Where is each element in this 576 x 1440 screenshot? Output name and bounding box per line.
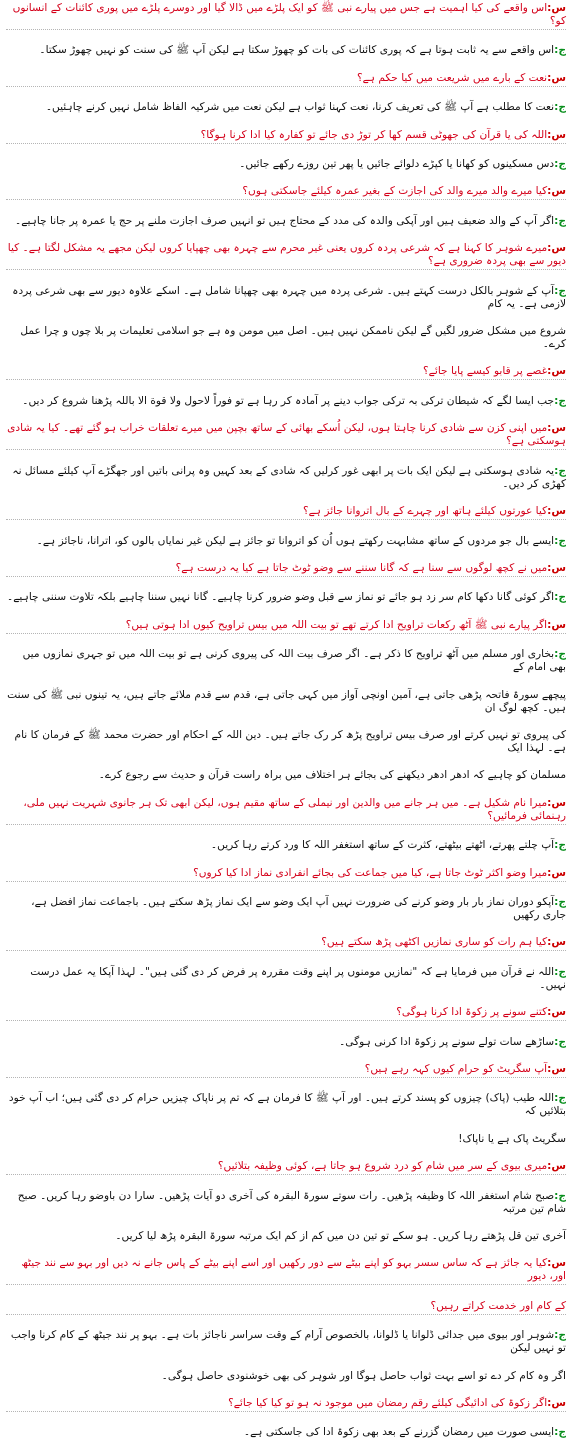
question-label: س: xyxy=(547,618,566,631)
answer-label: ج: xyxy=(554,1426,566,1439)
answer-line xyxy=(6,1230,566,1243)
answer-line xyxy=(6,1092,566,1118)
answer-label: ج: xyxy=(554,1035,566,1048)
answer-label: ج: xyxy=(554,648,566,661)
answer-line xyxy=(6,729,566,755)
answer-line xyxy=(6,966,566,992)
question-label: س: xyxy=(547,1006,566,1019)
answer-label: ج: xyxy=(554,534,566,547)
answer-line xyxy=(6,1329,566,1355)
question-label: س: xyxy=(547,422,566,435)
answer-text: ایسے بال جو مردوں کے ساتھ مشابہت رکھتے ہوں اُن کو اتروانا تو جائز ہے لیکن غیر نمایاں بالوں کو، اترانا، ناجائز ہے۔ xyxy=(36,534,555,547)
answer-line xyxy=(6,44,566,57)
answer-text: آپکو دوران نماز بار بار وضو کرنے کی ضرورت نہیں آپ ایک وضو سے ایک نماز پڑھ سکتے ہیں۔ باجماعت نماز افضل ہے، جاری رکھیں xyxy=(31,895,566,921)
answer-label: ج: xyxy=(554,464,566,477)
question-label: س: xyxy=(547,71,566,84)
answer-label: ج: xyxy=(554,965,566,978)
question-label: س: xyxy=(547,796,566,809)
question-text: میرے شوہر کا کہنا ہے کہ شرعی پردہ کروں یعنی غیر محرم سے چہرہ بھی چھپایا کروں لیکن مجھے یہ مشکل لگتا ہے۔ کیا دیور سے بھی پردہ ضروری ہے؟ xyxy=(7,242,566,268)
question-line xyxy=(6,1006,566,1021)
answer-text: اگر وہ کام کر دے تو اسے بہت ثواب حاصل ہوگا اور شوہر کی بھی خوشنودی حاصل ہوگی۔ xyxy=(161,1369,566,1382)
answer-line xyxy=(6,896,566,922)
answer-label: ج: xyxy=(554,284,566,297)
answer-text: آپ چلتے پھرتے، اٹھتے بیٹھتے، کثرت کے ساتھ استغفر اللہ کا ورد کرتے رہا کریں۔ xyxy=(210,839,555,852)
question-text: میں اپنی کزن سے شادی کرنا چاہتا ہوں، لیکن اُسکے بھائی کے ساتھ بچپن میں میرے تعلقات خراب ہو گئے تھے۔ کیا یہ شادی ہوسکتی ہے؟ xyxy=(7,422,566,448)
answer-line xyxy=(6,158,566,171)
answer-line xyxy=(6,1190,566,1216)
question-line xyxy=(6,242,566,270)
answer-line xyxy=(6,591,566,604)
answer-line xyxy=(6,535,566,548)
question-text: اگر زکوۃ کی ادائیگی کیلئے رقم رمضان میں موجود نہ ہو تو کیا کیا جائے؟ xyxy=(228,1397,548,1410)
answer-text: اللہ طیب (پاک) چیزوں کو پسند کرتے ہیں۔ اور آپ ﷺ کا فرمان ہے کہ تم پر ناپاک چیزیں حرام کر دی گئی ہیں؛ اب آپ خود بتلائیں کہ xyxy=(8,1092,566,1118)
answer-line xyxy=(6,395,566,408)
answer-label: ج: xyxy=(554,214,566,227)
question-label: س: xyxy=(547,365,566,378)
question-line xyxy=(6,936,566,951)
answer-text: اس واقعے سے یہ ثابت ہوتا ہے کہ پوری کائنات کی بات کو چھوڑ سکتا ہے لیکن آپ ﷺ کی سنت کو نہیں چھوڑ سکتا۔ xyxy=(39,44,555,57)
answer-label: ج: xyxy=(554,44,566,57)
answer-line xyxy=(6,1426,566,1439)
answer-text: دس مسکینوں کو کھانا یا کپڑے دلوائے جائیں یا پھر تین روزے رکھے جائیں۔ xyxy=(239,158,555,171)
question-line xyxy=(6,505,566,520)
question-line xyxy=(6,185,566,200)
answer-line xyxy=(6,1370,566,1383)
question-line xyxy=(6,1160,566,1175)
answer-text: صبح شام استغفر اللہ کا وظیفہ پڑھیں۔ رات سوتے سورۃ البقرہ کی آخری دو آیات پڑھیں۔ سارا دن باوضو رہا کریں۔ صبح شام تین مرتبہ xyxy=(17,1189,566,1215)
answer-line xyxy=(6,689,566,715)
answer-line xyxy=(6,285,566,311)
answer-text: ساڑھے سات تولے سونے پر زکوۃ ادا کرنی ہوگی۔ xyxy=(339,1035,555,1048)
answer-line xyxy=(6,465,566,491)
question-label: س: xyxy=(547,242,566,255)
question-line xyxy=(6,1063,566,1078)
question-text: کیا عورتوں کیلئے ہاتھ اور چہرے کے بال اتروانا جائز ہے؟ xyxy=(302,505,548,518)
answer-line xyxy=(6,1036,566,1049)
question-text: میرا نام شکیل ہے۔ میں ہر جانے میں والدین اور نیملی کے ساتھ مقیم ہوں، لیکن ابھی تک ہر جانوی شہریت نہیں ملی، رہنمائی فرمائیں؟ xyxy=(23,796,566,822)
answer-text: ایسی صورت میں رمضان گزرنے کے بعد بھی زکوۃ ادا کی جاسکتی ہے۔ xyxy=(243,1426,555,1439)
answer-text: کی پیروی تو نہیں کرتے اور صرف بیس تراویح پڑھ کر رک جاتے ہیں۔ دین اللہ کے احکام اور حضرت محمد ﷺ کے فرمان کا نام ہے۔ لہذا ایک xyxy=(14,728,566,754)
answer-label: ج: xyxy=(554,1329,566,1342)
answer-line xyxy=(6,215,566,228)
question-text: اگر پیارے نبی ﷺ آٹھ رکعات تراویح ادا کرتے تھے تو بیت اللہ میں بیس تراویح کیوں ادا ہوتی ہیں؟ xyxy=(125,618,548,631)
answer-label: ج: xyxy=(554,1189,566,1202)
answer-text: سگریٹ پاک ہے یا ناپاک! xyxy=(458,1132,566,1145)
answer-label: ج: xyxy=(554,101,566,114)
question-line xyxy=(6,797,566,825)
question-text: کیا ہم رات کو ساری نمازیں اکٹھی پڑھ سکتے ہیں؟ xyxy=(321,936,548,949)
question-label: س: xyxy=(547,1063,566,1075)
question-label: س: xyxy=(547,1257,566,1270)
answer-line xyxy=(6,839,566,852)
answer-line xyxy=(6,325,566,351)
question-line xyxy=(6,1257,566,1285)
question-line xyxy=(6,562,566,577)
question-text: کیا یہ جائز ہے کہ ساس سسر بہو کو اپنے بیٹے سے دور رکھیں اور اسے اپنے بیٹے کے پاس جانے نہ دیں اور بہو سے نند جیٹھ اور، دیور xyxy=(21,1257,566,1283)
answer-text: شروع میں مشکل ضرور لگیں گے لیکن ناممکن نہیں ہیں۔ اصل میں مومن وہ ہے جو اسلامی تعلیمات پر بلا چوں و چرا عمل کرے۔ xyxy=(20,325,566,351)
question-line xyxy=(6,2,566,30)
question-label: س: xyxy=(547,505,566,518)
question-label: س: xyxy=(547,1397,566,1410)
answer-text: اگر آپ کے والد ضعیف ہیں اور آپکی والدہ کی مدد کے محتاج ہیں تو انہیں صرف اجازت ملنے پر حج یا عمرہ پر جانا چاہیے۔ xyxy=(15,214,555,227)
question-line xyxy=(6,1397,566,1412)
question-label: س: xyxy=(547,2,566,14)
question-line xyxy=(6,867,566,882)
question-label: س: xyxy=(547,1160,566,1173)
answer-text: اللہ نے قرآن میں فرمایا ہے کہ "نمازیں مومنوں پر اپنے وقت مقررہ پر فرض کر دی گئی ہیں"۔ لہذا آپکا یہ عمل درست نہیں۔ xyxy=(30,965,566,991)
question-text: اللہ کی یا قرآن کی جھوٹی قسم کھا کر توڑ دی جائے تو کفارہ کیا ادا کرنا ہوگا؟ xyxy=(200,128,548,141)
answer-text: پیچھے سورۃ فاتحہ پڑھی جاتی ہے، آمین اونچی آواز میں کہی جاتی ہے، قدم سے قدم ملائے جاتے ہیں، یہ تینوں نبی ﷺ کی سنت ہیں۔ کچھ لوگ ان xyxy=(7,688,566,714)
answer-label: ج: xyxy=(554,1092,566,1105)
question-text: کیا میرے والد میرے والد کی اجازت کے بغیر عمرہ کیلئے جاسکتی ہوں؟ xyxy=(242,185,548,198)
answer-text: مسلمان کو چاہیے کہ ادھر ادھر دیکھنے کی بجائے ہر اختلاف میں براہ راست قرآن و حدیث سے رجوع کرے۔ xyxy=(98,769,566,782)
question-label: س: xyxy=(547,561,566,574)
question-label: س: xyxy=(547,185,566,198)
answer-line xyxy=(6,1133,566,1146)
question-text: غصے پر قابو کیسے پایا جائے؟ xyxy=(423,365,548,378)
answer-line xyxy=(6,769,566,782)
answer-label: ج: xyxy=(554,895,566,908)
question-label: س: xyxy=(547,128,566,141)
question-text: میری بیوی کے سر میں شام کو درد شروع ہو جاتا ہے، کوئی وظیفہ بتلائیں؟ xyxy=(217,1160,548,1173)
question-label: س: xyxy=(547,936,566,949)
answer-text: آپ کے شوہر بالکل درست کہتے ہیں۔ شرعی پردہ میں چہرہ بھی چھپانا شامل ہے۔ اسکے علاوہ دیور سے بھی شرعی پردہ لازمی ہے۔ یہ کام xyxy=(12,284,566,310)
question-line xyxy=(6,365,566,380)
question-text: نعت کے بارے میں شریعت میں کیا حکم ہے؟ xyxy=(356,71,548,84)
question-text: اس واقعے کی کیا اہمیت ہے جس میں پیارے نبی ﷺ کو ایک پلڑے میں ڈالا گیا اور دوسرے پلڑے میں پوری کائنات کے انسانوں کو؟ xyxy=(12,2,566,27)
question-text: کتنے سونے پر زکوۃ ادا کرنا ہوگی؟ xyxy=(396,1006,548,1019)
answer-label: ج: xyxy=(554,158,566,171)
answer-text: نعت کا مطلب ہے آپ ﷺ کی تعریف کرنا، نعت کہنا ثواب ہے لیکن نعت میں شرکیہ الفاظ شامل نہیں کرنے چاہئیں۔ xyxy=(45,101,555,114)
question-line xyxy=(6,619,566,634)
question-line xyxy=(6,129,566,144)
answer-text: بخاری اور مسلم میں آٹھ تراویح کا ذکر ہے۔ اگر صرف بیت اللہ کی پیروی کرنی ہے تو بیت اللہ میں تو جہری نمازوں میں بھی امام کے xyxy=(22,648,566,674)
answer-text: آخری تین قل پڑھتے رہا کریں۔ ہو سکے تو تین دن میں کم از کم ایک مرتبہ سورۃ البقرہ پڑھ لیا کریں۔ xyxy=(115,1230,566,1243)
answer-text: جب ایسا لگے کہ شیطان ترکی بہ ترکی جواب دینے پر آمادہ کر رہا ہے تو فوراً لاحول ولا قوة الا باللہ پڑھنا شروع کر دیں۔ xyxy=(22,394,555,407)
question-line xyxy=(6,1300,566,1315)
answer-label: ج: xyxy=(554,591,566,604)
question-text: میں نے کچھ لوگوں سے سنا ہے کہ گانا سننے سے وضو ٹوٹ جاتا ہے کیا یہ درست ہے؟ xyxy=(175,561,548,574)
answer-label: ج: xyxy=(554,839,566,852)
question-line xyxy=(6,72,566,87)
answer-text: یہ شادی ہوسکتی ہے لیکن ایک بات پر ابھی غور کرلیں کہ شادی کے بعد کہیں وہ پرانی باتیں اور جھگڑے آپ کیلئے مسائل نہ کھڑی کر دیں۔ xyxy=(12,464,566,490)
question-text: کے کام اور خدمت کراتے رہیں؟ xyxy=(430,1299,566,1312)
answer-line xyxy=(6,648,566,674)
question-label: س: xyxy=(547,866,566,879)
answer-line xyxy=(6,101,566,114)
answer-text: اگر کوئی گانا دکھا کام سر زد ہو جائے تو نماز سے قبل وضو ضرور کرنا چاہیے۔ گانا نہیں سننا چاہیے بلکہ تلاوت سننی چاہیے۔ xyxy=(7,591,555,604)
question-line xyxy=(6,422,566,450)
answer-text: شوہر اور بیوی میں جدائی ڈلوانا یا ڈلوانا، بالخصوص آرام کے وقت سراسر ناجائز بات ہے۔ بہو پر نند جیٹھ کے کام کرنا واجب تو نہیں لیکن xyxy=(10,1329,566,1355)
question-text: آپ سگریٹ کو حرام کیوں کہہ رہے ہیں؟ xyxy=(364,1063,548,1075)
question-text: میرا وضو اکثر ٹوٹ جاتا ہے، کیا میں جماعت کی بجائے انفرادی نماز ادا کیا کروں؟ xyxy=(193,866,548,879)
answer-label: ج: xyxy=(554,394,566,407)
